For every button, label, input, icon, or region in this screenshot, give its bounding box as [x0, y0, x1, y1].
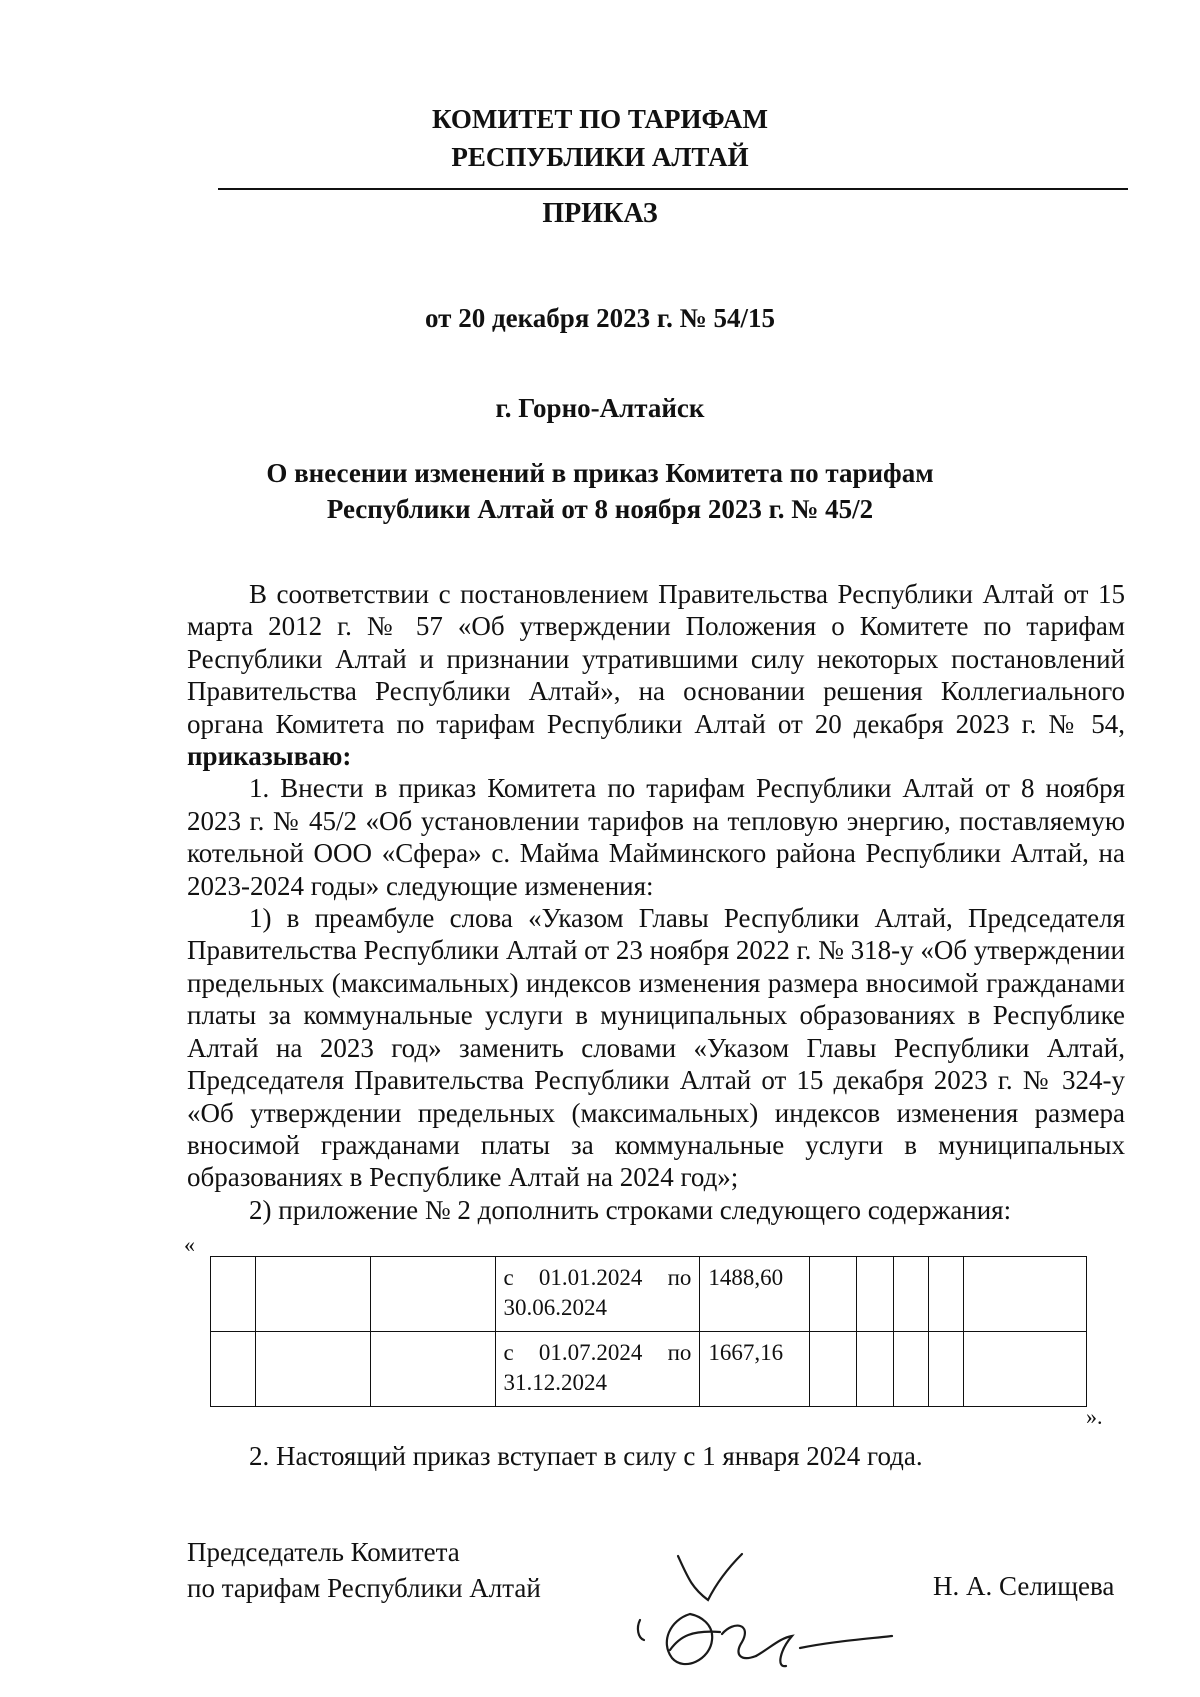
signatory-name: Н. А. Селищева: [933, 1571, 1115, 1601]
quote-open: «: [184, 1232, 195, 1257]
table-cell-empty: [894, 1332, 929, 1407]
item-1-paragraph: 1. Внести в приказ Комитета по тарифам Республики Алтай от 8 ноября 2023 г. № 45/2 «Об установлении тарифов на тепловую энергию, поставляемую котельной ООО «Сфера» с. Майма Майминского района Республики Алтай, на 2023-2024 годы» следующие изменения:: [187, 773, 1125, 901]
table-cell-empty: [370, 1332, 495, 1407]
preamble-text: В соответствии с постановлением Правительства Республики Алтай от 15 марта 2012 г. № 57 «Об утверждении Положения о Комитете по тарифам Республики Алтай и признании утратившими силу некоторых постановлений Правительства Республики Алтай», на основании решения Коллегиального органа Комитета по тарифам Республики Алтай от 20 декабря 2023 г. № 54,: [187, 579, 1125, 739]
preamble-paragraph: [187, 578, 1125, 772]
table-cell-empty: [894, 1257, 929, 1332]
table-cell-empty: [964, 1257, 1087, 1332]
table-cell-empty: [810, 1332, 857, 1407]
item-2-block: [187, 1440, 1125, 1472]
doc-subject: [0, 455, 1200, 527]
tariff-value-cell: [700, 1332, 810, 1407]
tariff-value-cell: [700, 1257, 810, 1332]
table-cell-empty: [255, 1332, 370, 1407]
header-divider: [218, 188, 1128, 190]
subject-line2: Республики Алтай от 8 ноября 2023 г. № 45/2: [326, 494, 874, 524]
item-2-paragraph: 2. Настоящий приказ вступает в силу с 1 января 2024 года.: [249, 1441, 923, 1471]
item-1-2-paragraph: 2) приложение № 2 дополнить строками следующего содержания:: [249, 1194, 1012, 1225]
doc-date-number: от 20 декабря 2023 г. № 54/15: [425, 303, 775, 333]
period-from: 01.07.2024: [538, 1340, 643, 1365]
table-cell-empty: [810, 1257, 857, 1332]
subject-line1: О внесении изменений в приказ Комитета по тарифам: [266, 458, 934, 488]
tariff-value: 1667,16: [708, 1340, 784, 1365]
period-to: 31.12.2024: [503, 1370, 608, 1395]
table-cell-empty: [929, 1332, 964, 1407]
amendment-table: [210, 1256, 1087, 1407]
table-cell-empty: [857, 1332, 894, 1407]
table-cell-empty: [211, 1257, 256, 1332]
period-to: 30.06.2024: [503, 1295, 608, 1320]
handwritten-signature: [630, 1550, 920, 1690]
period-from-word: с: [503, 1265, 514, 1290]
table-cell-empty: [929, 1257, 964, 1332]
order-body: [187, 578, 1125, 1226]
table-row: [211, 1257, 1087, 1332]
org-name-line2: РЕСПУБЛИКИ АЛТАЙ: [451, 142, 749, 172]
signatory-position: [187, 1534, 541, 1606]
table-cell-empty: [211, 1332, 256, 1407]
period-from: 01.01.2024: [538, 1265, 643, 1290]
period-to-word: по: [667, 1265, 692, 1290]
signatory-position-line1: Председатель Комитета: [187, 1537, 460, 1567]
city: г. Горно-Алтайск: [495, 393, 705, 423]
table-row: [211, 1332, 1087, 1407]
period-to-word: по: [667, 1340, 692, 1365]
period-from-word: с: [503, 1340, 514, 1365]
org-name: [0, 100, 1200, 176]
doc-type: ПРИКАЗ: [542, 198, 658, 229]
period-cell: [495, 1332, 700, 1407]
table-cell-empty: [370, 1257, 495, 1332]
order-word: приказываю:: [187, 741, 352, 772]
tariff-value: 1488,60: [708, 1265, 784, 1290]
signatory-position-line2: по тарифам Республики Алтай: [187, 1573, 541, 1603]
table-cell-empty: [857, 1257, 894, 1332]
table-cell-empty: [964, 1332, 1087, 1407]
period-cell: [495, 1257, 700, 1332]
quote-close: ».: [1086, 1404, 1103, 1429]
org-name-line1: КОМИТЕТ ПО ТАРИФАМ: [431, 104, 769, 134]
table-cell-empty: [255, 1257, 370, 1332]
item-1-1-paragraph: 1) в преамбуле слова «Указом Главы Республики Алтай, Председателя Правительства Республики Алтай от 23 ноября 2022 г. № 318-у «Об утверждении предельных (максимальных) индексов изменения размера вносимой гражданами платы за коммунальные услуги в муниципальных образованиях в Республике Алтай на 2023 год» заменить словами «Указом Главы Республики Алтай, Председателя Правительства Республики Алтай от 15 декабря 2023 г. № 324-у «Об утверждении предельных (максимальных) индексов изменения размера вносимой гражданами платы за коммунальные услуги в муниципальных образованиях в Республике Алтай на 2024 год»;: [187, 903, 1125, 1193]
